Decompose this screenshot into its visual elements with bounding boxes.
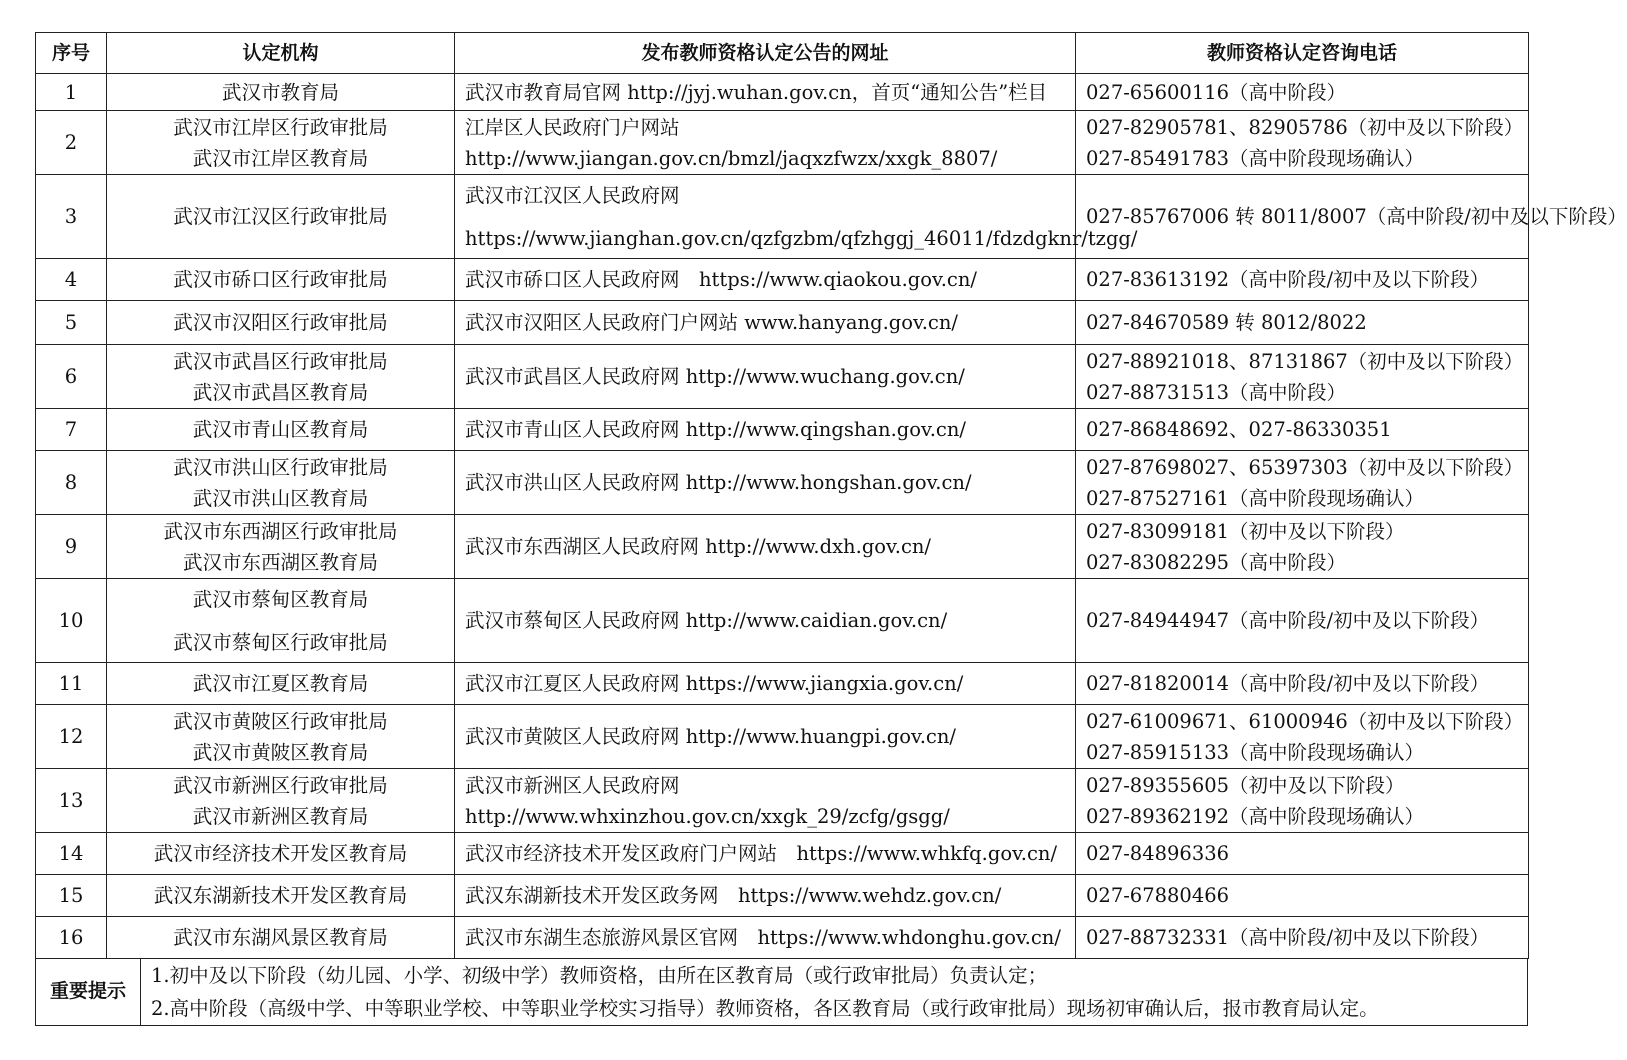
consult-phone-line: 027-81820014（高中阶段/初中及以下阶段） [1086, 672, 1490, 695]
announcement-url-line: http://www.jiangan.gov.cn/bmzl/jaqxzfwzx/xxgk_8807/ [465, 146, 998, 170]
header-tel: 教师资格认定咨询电话 [1076, 33, 1529, 74]
table-row [36, 451, 1529, 515]
page [35, 32, 1627, 1026]
announcement-url [455, 345, 1076, 409]
cert-organization-line: 武汉市东西湖区教育局 [182, 550, 378, 574]
consult-phone [1076, 409, 1529, 451]
row-number: 10 [36, 579, 107, 663]
cert-organization-line: 武汉市武昌区教育局 [192, 380, 369, 404]
announcement-url [455, 579, 1076, 663]
cert-organization-line: 武汉市洪山区教育局 [192, 486, 369, 510]
announcement-url-line: 武汉市新洲区人民政府网 [465, 773, 680, 797]
cert-organization-line: 武汉市江夏区教育局 [192, 672, 369, 695]
cert-organization [107, 301, 455, 345]
certification-table [35, 32, 1627, 959]
cert-organization [107, 345, 455, 409]
table-row [36, 259, 1529, 301]
row-number: 15 [36, 875, 107, 917]
consult-phone-line: 027-88921018、87131867（初中及以下阶段） [1086, 349, 1524, 373]
announcement-url [455, 175, 1138, 259]
important-note [35, 958, 1528, 1026]
table-row [36, 579, 1529, 663]
cert-organization-line: 武汉市教育局 [221, 80, 339, 104]
announcement-url-line: 武汉市武昌区人民政府网 http://www.wuchang.gov.cn/ [465, 365, 965, 388]
consult-phone-line: 027-67880466 [1086, 884, 1230, 907]
cert-organization-line: 武汉市洪山区行政审批局 [173, 455, 388, 479]
announcement-url [455, 515, 1076, 579]
consult-phone-line: 027-83099181（初中及以下阶段） [1086, 519, 1405, 543]
cert-organization [107, 515, 455, 579]
cert-organization-line: 武汉市武昌区行政审批局 [173, 349, 388, 373]
cert-organization-line: 武汉市青山区教育局 [192, 418, 369, 441]
cert-organization-line: 武汉市江岸区教育局 [192, 146, 369, 170]
cert-organization-line: 武汉市硚口区行政审批局 [173, 268, 388, 291]
consult-phone-line: 027-84670589 转 8012/8022 [1086, 311, 1367, 334]
announcement-url-line: http://www.whxinzhou.gov.cn/xxgk_29/zcfg/gsgg/ [465, 804, 950, 828]
cert-organization [107, 875, 455, 917]
consult-phone [1076, 259, 1529, 301]
announcement-url-line: 武汉市江夏区人民政府网 https://www.jiangxia.gov.cn/ [465, 672, 964, 695]
table-row [36, 875, 1529, 917]
consult-phone-line: 027-89355605（初中及以下阶段） [1086, 773, 1405, 797]
cert-organization-line: 武汉市蔡甸区教育局 [192, 587, 369, 611]
header-num: 序号 [36, 33, 107, 74]
row-number: 5 [36, 301, 107, 345]
consult-phone [1076, 451, 1529, 515]
cert-organization [107, 259, 455, 301]
row-number: 2 [36, 111, 107, 175]
cert-organization [107, 663, 455, 705]
announcement-url-line: 武汉市东西湖区人民政府网 http://www.dxh.gov.cn/ [465, 535, 931, 558]
consult-phone-line: 027-83613192（高中阶段/初中及以下阶段） [1086, 268, 1490, 291]
cert-organization [107, 705, 455, 769]
cert-organization [107, 409, 455, 451]
consult-phone-line: 027-84896336 [1086, 842, 1230, 865]
announcement-url [455, 833, 1076, 875]
consult-phone-line: 027-89362192（高中阶段现场确认） [1086, 804, 1425, 828]
announcement-url [455, 769, 1076, 833]
announcement-url-line: 武汉东湖新技术开发区政务网 https://www.wehdz.gov.cn/ [465, 884, 1002, 907]
consult-phone [1076, 663, 1529, 705]
table-row [36, 301, 1529, 345]
cert-organization-line: 武汉市经济技术开发区教育局 [153, 842, 408, 865]
table-row [36, 769, 1529, 833]
announcement-url [455, 917, 1076, 959]
announcement-url [455, 409, 1076, 451]
announcement-url [455, 705, 1076, 769]
consult-phone [1076, 705, 1529, 769]
cert-organization-line: 武汉市黄陂区教育局 [192, 740, 369, 764]
announcement-url-line: 武汉市洪山区人民政府网 http://www.hongshan.gov.cn/ [465, 471, 972, 494]
cert-organization [107, 175, 455, 259]
consult-phone [1076, 111, 1529, 175]
consult-phone [1076, 515, 1529, 579]
announcement-url-line: https://www.jianghan.gov.cn/qzfgzbm/qfzhggj_46011/fdzdgknr/tzgg/ [465, 226, 1138, 250]
consult-phone-line: 027-88731513（高中阶段） [1086, 380, 1347, 404]
cert-organization [107, 74, 455, 111]
announcement-url [455, 111, 1076, 175]
cert-organization [107, 451, 455, 515]
row-number: 12 [36, 705, 107, 769]
consult-phone-line: 027-85491783（高中阶段现场确认） [1086, 146, 1425, 170]
consult-phone-line: 027-86848692、027-86330351 [1086, 418, 1392, 441]
row-number: 4 [36, 259, 107, 301]
note-content [141, 958, 1528, 1025]
table-body [36, 74, 1627, 959]
row-number: 13 [36, 769, 107, 833]
header-org: 认定机构 [107, 33, 455, 74]
row-number: 9 [36, 515, 107, 579]
row-number: 11 [36, 663, 107, 705]
consult-phone [1076, 175, 1627, 259]
consult-phone [1076, 74, 1529, 111]
consult-phone-line: 027-87527161（高中阶段现场确认） [1086, 486, 1425, 510]
consult-phone-line: 027-82905781、82905786（初中及以下阶段） [1086, 115, 1524, 139]
cert-organization-line: 武汉市黄陂区行政审批局 [173, 709, 388, 733]
row-number: 16 [36, 917, 107, 959]
consult-phone-line: 027-84944947（高中阶段/初中及以下阶段） [1086, 609, 1490, 632]
note-line-2: 2.高中阶段（高级中学、中等职业学校、中等职业学校实习指导）教师资格，各区教育局（或行政审批局）现场初审确认后，报市教育局认定。 [151, 996, 1379, 1020]
row-number: 3 [36, 175, 107, 259]
consult-phone-line: 027-83082295（高中阶段） [1086, 550, 1347, 574]
consult-phone [1076, 917, 1529, 959]
table-row [36, 74, 1529, 111]
announcement-url-line: 武汉市青山区人民政府网 http://www.qingshan.gov.cn/ [465, 418, 966, 441]
consult-phone-line: 027-61009671、61000946（初中及以下阶段） [1086, 709, 1524, 733]
announcement-url [455, 451, 1076, 515]
cert-organization-line: 武汉东湖新技术开发区教育局 [153, 884, 408, 907]
row-number: 1 [36, 74, 107, 111]
cert-organization-line: 武汉市东西湖区行政审批局 [163, 519, 398, 543]
row-number: 7 [36, 409, 107, 451]
table-row [36, 409, 1529, 451]
table-row [36, 833, 1529, 875]
cert-organization-line: 武汉市汉阳区行政审批局 [173, 311, 388, 334]
note-line-1: 1.初中及以下阶段（幼儿园、小学、初级中学）教师资格，由所在区教育局（或行政审批局）负责认定； [151, 963, 1048, 987]
consult-phone [1076, 345, 1529, 409]
announcement-url-line: 武汉市硚口区人民政府网 https://www.qiaokou.gov.cn/ [465, 268, 977, 291]
row-number: 6 [36, 345, 107, 409]
announcement-url [455, 74, 1076, 111]
cert-organization-line: 武汉市东湖风景区教育局 [173, 926, 388, 949]
announcement-url-line: 武汉市黄陂区人民政府网 http://www.huangpi.gov.cn/ [465, 725, 956, 748]
cert-organization-line: 武汉市新洲区教育局 [192, 804, 369, 828]
cert-organization-line: 武汉市江汉区行政审批局 [173, 205, 388, 228]
consult-phone-line: 027-85767006 转 8011/8007（高中阶段/初中及以下阶段） [1086, 205, 1627, 228]
table-row [36, 111, 1529, 175]
row-number: 14 [36, 833, 107, 875]
note-title: 重要提示 [36, 958, 141, 1025]
consult-phone [1076, 769, 1529, 833]
table-row [36, 515, 1529, 579]
consult-phone-line: 027-87698027、65397303（初中及以下阶段） [1086, 455, 1524, 479]
cert-organization [107, 769, 455, 833]
table-row [36, 705, 1529, 769]
table-header-row [36, 33, 1529, 74]
announcement-url [455, 875, 1076, 917]
announcement-url [455, 663, 1076, 705]
consult-phone-line: 027-65600116（高中阶段） [1086, 80, 1347, 104]
consult-phone [1076, 301, 1529, 345]
table-row [36, 175, 1529, 259]
header-url: 发布教师资格认定公告的网址 [455, 33, 1076, 74]
consult-phone-line: 027-88732331（高中阶段/初中及以下阶段） [1086, 926, 1490, 949]
table-row [36, 917, 1529, 959]
announcement-url-line: 武汉市教育局官网 http://jyj.wuhan.gov.cn，首页“通知公告”栏目 [465, 80, 1048, 104]
announcement-url [455, 301, 1076, 345]
announcement-url-line: 武汉市江汉区人民政府网 [465, 183, 680, 207]
cert-organization-line: 武汉市新洲区行政审批局 [173, 773, 388, 797]
consult-phone-line: 027-85915133（高中阶段现场确认） [1086, 740, 1425, 764]
cert-organization-line: 武汉市江岸区行政审批局 [173, 115, 388, 139]
cert-organization [107, 579, 455, 663]
cert-organization [107, 111, 455, 175]
row-number: 8 [36, 451, 107, 515]
announcement-url-line: 武汉市汉阳区人民政府门户网站 www.hanyang.gov.cn/ [465, 311, 958, 334]
consult-phone [1076, 579, 1529, 663]
table-row [36, 663, 1529, 705]
table-row [36, 345, 1529, 409]
consult-phone [1076, 875, 1529, 917]
cert-organization-line: 武汉市蔡甸区行政审批局 [173, 630, 388, 654]
announcement-url-line: 武汉市东湖生态旅游风景区官网 https://www.whdonghu.gov.cn/ [465, 926, 1061, 949]
announcement-url-line: 武汉市经济技术开发区政府门户网站 https://www.whkfq.gov.cn/ [465, 842, 1058, 865]
cert-organization [107, 917, 455, 959]
announcement-url-line: 武汉市蔡甸区人民政府网 http://www.caidian.gov.cn/ [465, 609, 948, 632]
announcement-url-line: 江岸区人民政府门户网站 [465, 115, 680, 139]
cert-organization [107, 833, 455, 875]
announcement-url [455, 259, 1076, 301]
consult-phone [1076, 833, 1529, 875]
